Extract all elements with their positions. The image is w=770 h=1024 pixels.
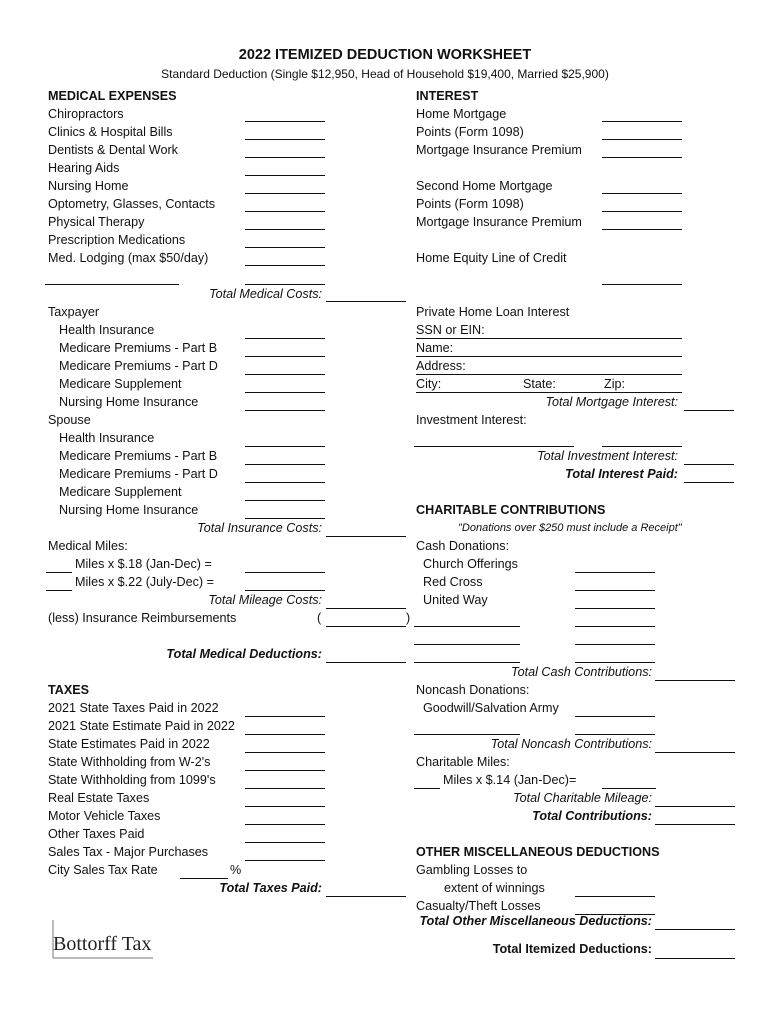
spouse-item-field[interactable] <box>245 446 325 447</box>
address-label: Address: <box>416 359 466 373</box>
cash-item-field[interactable] <box>575 590 655 591</box>
total-investment-interest-field[interactable] <box>684 464 734 465</box>
other-noncash-amount-field[interactable] <box>575 734 655 735</box>
total-taxes-field[interactable] <box>326 896 406 897</box>
taxes-item-field[interactable] <box>245 752 325 753</box>
spouse-item-label: Health Insurance <box>59 431 155 445</box>
taxpayer-item-field[interactable] <box>245 374 325 375</box>
misc-heading: OTHER MISCELLANEOUS DEDUCTIONS <box>416 845 660 859</box>
medical-miles-jul-label: Miles x $.22 (July-Dec) = <box>75 575 214 589</box>
interest-item-field[interactable] <box>602 139 682 140</box>
spouse-item-field[interactable] <box>245 518 325 519</box>
other-noncash-desc-field[interactable] <box>414 734 520 735</box>
total-cash-contributions-label: Total Cash Contributions: <box>511 665 652 679</box>
page-title: 2022 ITEMIZED DEDUCTION WORKSHEET <box>238 47 532 63</box>
medical-miles-jan-count-field[interactable] <box>46 572 72 573</box>
other-cash-desc-field[interactable] <box>414 644 520 645</box>
taxes-item-label: Sales Tax - Major Purchases <box>48 845 209 859</box>
cash-item-field[interactable] <box>575 572 655 573</box>
charitable-miles-count-field[interactable] <box>414 788 440 789</box>
medical-item-label: Optometry, Glasses, Contacts <box>48 197 216 211</box>
receipt-note: "Donations over $250 must include a Receipt" <box>458 522 682 534</box>
cash-item-field[interactable] <box>575 608 655 609</box>
taxes-item-field[interactable] <box>245 806 325 807</box>
medical-item-field[interactable] <box>245 175 325 176</box>
taxes-heading: TAXES <box>48 683 90 697</box>
private-loan-label: Private Home Loan Interest <box>416 305 570 319</box>
medical-item-field[interactable] <box>245 265 325 266</box>
medical-item-field[interactable] <box>245 121 325 122</box>
taxes-item-field[interactable] <box>245 770 325 771</box>
investment-interest-label: Investment Interest: <box>416 413 527 427</box>
casualty-label: Casualty/Theft Losses <box>416 899 541 913</box>
interest-item-field[interactable] <box>602 211 682 212</box>
interest-item-label: Second Home Mortgage <box>416 179 553 193</box>
insurance-reimbursements-field[interactable] <box>326 626 406 627</box>
total-medical-costs-field[interactable] <box>326 301 406 302</box>
zip-label: Zip: <box>604 377 625 391</box>
total-noncash-contributions-field[interactable] <box>655 752 735 753</box>
logo-text: Bottorff Tax <box>53 933 152 955</box>
taxpayer-item-label: Nursing Home Insurance <box>59 395 199 409</box>
total-investment-interest-label: Total Investment Interest: <box>537 449 678 463</box>
total-itemized-field[interactable] <box>655 958 735 959</box>
taxpayer-item-label: Medicare Premiums - Part D <box>59 359 218 373</box>
medical-item-field[interactable] <box>245 139 325 140</box>
total-mileage-costs-label: Total Mileage Costs: <box>208 593 322 607</box>
medical-item-field[interactable] <box>245 157 325 158</box>
address-field[interactable] <box>416 374 682 375</box>
taxes-item-field[interactable] <box>245 788 325 789</box>
cash-donations-label: Cash Donations: <box>416 539 510 553</box>
total-taxes-label: Total Taxes Paid: <box>219 881 322 895</box>
total-charitable-mileage-field[interactable] <box>655 806 735 807</box>
interest-item-label: Mortgage Insurance Premium <box>416 215 582 229</box>
interest-item-label: Points (Form 1098) <box>416 197 524 211</box>
medical-item-label: Chiropractors <box>48 107 124 121</box>
taxes-item-label: State Withholding from 1099's <box>48 773 216 787</box>
city-sales-tax-field[interactable] <box>180 878 228 879</box>
medical-item-field[interactable] <box>245 193 325 194</box>
name-label: Name: <box>416 341 454 355</box>
total-cash-contributions-field[interactable] <box>655 680 735 681</box>
taxes-item-label: State Estimates Paid in 2022 <box>48 737 210 751</box>
total-insurance-costs-field[interactable] <box>326 536 406 537</box>
investment-interest-amount-field[interactable] <box>602 446 682 447</box>
spouse-item-field[interactable] <box>245 500 325 501</box>
investment-interest-desc-field[interactable] <box>414 446 574 447</box>
charitable-heading: CHARITABLE CONTRIBUTIONS <box>416 503 606 517</box>
other-cash-desc-field[interactable] <box>414 662 520 663</box>
interest-item-label: Points (Form 1098) <box>416 125 524 139</box>
other-cash-amount-field[interactable] <box>575 662 655 663</box>
medical-miles-jan-label: Miles x $.18 (Jan-Dec) = <box>75 557 212 571</box>
total-itemized-label: Total Itemized Deductions: <box>492 942 652 956</box>
insurance-reimbursements-label: (less) Insurance Reimbursements <box>48 611 237 625</box>
name-field[interactable] <box>416 356 682 357</box>
taxes-item-field[interactable] <box>245 860 325 861</box>
interest-item-field[interactable] <box>602 157 682 158</box>
percent-sign: % <box>230 863 242 877</box>
total-interest-paid-field[interactable] <box>684 482 734 483</box>
interest-heading: INTEREST <box>416 89 479 103</box>
interest-item-field[interactable] <box>602 193 682 194</box>
taxes-item-label: Other Taxes Paid <box>48 827 145 841</box>
ssn-field[interactable] <box>416 338 682 339</box>
total-interest-paid-label: Total Interest Paid: <box>565 467 678 481</box>
total-mileage-costs-field[interactable] <box>326 608 406 609</box>
interest-item-label: Mortgage Insurance Premium <box>416 143 582 157</box>
taxes-item-field[interactable] <box>245 734 325 735</box>
medical-miles-jul-count-field[interactable] <box>46 590 72 591</box>
taxes-item-label: Real Estate Taxes <box>48 791 150 805</box>
ssn-label: SSN or EIN: <box>416 323 485 337</box>
spouse-item-label: Medicare Premiums - Part B <box>59 449 218 463</box>
charitable-miles-label: Charitable Miles: <box>416 755 510 769</box>
close-paren: ) <box>406 611 411 625</box>
city-label: City: <box>416 377 442 391</box>
taxes-item-label: State Withholding from W-2's <box>48 755 211 769</box>
other-cash-desc-field[interactable] <box>414 626 520 627</box>
noncash-item-field[interactable] <box>575 716 655 717</box>
other-cash-amount-field[interactable] <box>575 626 655 627</box>
state-label: State: <box>523 377 556 391</box>
bottorff-tax-logo <box>49 918 164 964</box>
total-noncash-contributions-label: Total Noncash Contributions: <box>490 737 652 751</box>
taxpayer-item-field[interactable] <box>245 356 325 357</box>
total-medical-deductions-field[interactable] <box>326 662 406 663</box>
home-equity-field[interactable] <box>602 284 682 285</box>
medical-item-label: Nursing Home <box>48 179 129 193</box>
open-paren: ( <box>317 611 322 625</box>
medical-item-field[interactable] <box>245 247 325 248</box>
taxes-item-field[interactable] <box>245 824 325 825</box>
spouse-item-field[interactable] <box>245 464 325 465</box>
spouse-item-field[interactable] <box>245 482 325 483</box>
taxes-item-label: 2021 State Estimate Paid in 2022 <box>48 719 235 733</box>
taxpayer-item-field[interactable] <box>245 392 325 393</box>
page-subtitle: Standard Deduction (Single $12,950, Head of Household $19,400, Married $25,900) <box>161 67 609 81</box>
total-other-misc-field[interactable] <box>655 929 735 930</box>
noncash-donations-label: Noncash Donations: <box>416 683 530 697</box>
interest-item-field[interactable] <box>602 229 682 230</box>
spouse-item-label: Medicare Supplement <box>59 485 182 499</box>
spouse-item-label: Nursing Home Insurance <box>59 503 199 517</box>
medical-item-label: Med. Lodging (max $50/day) <box>48 251 209 265</box>
total-charitable-mileage-label: Total Charitable Mileage: <box>513 791 652 805</box>
medical-miles-label: Medical Miles: <box>48 539 128 553</box>
total-contributions-label: Total Contributions: <box>532 809 652 823</box>
noncash-item-label: Goodwill/Salvation Army <box>423 701 559 715</box>
total-medical-deductions-label: Total Medical Deductions: <box>166 647 322 661</box>
extent-label: extent of winnings <box>444 881 545 895</box>
medical-item-field[interactable] <box>245 229 325 230</box>
taxes-item-label: 2021 State Taxes Paid in 2022 <box>48 701 219 715</box>
total-contributions-field[interactable] <box>655 824 735 825</box>
total-insurance-costs-label: Total Insurance Costs: <box>197 521 322 535</box>
taxpayer-item-label: Health Insurance <box>59 323 155 337</box>
medical-item-label: Physical Therapy <box>48 215 145 229</box>
taxpayer-item-field[interactable] <box>245 410 325 411</box>
taxes-item-field[interactable] <box>245 716 325 717</box>
medical-item-label: Prescription Medications <box>48 233 186 247</box>
medical-heading: MEDICAL EXPENSES <box>48 89 177 103</box>
total-mortgage-interest-field[interactable] <box>684 410 734 411</box>
cash-item-label: United Way <box>423 593 488 607</box>
cash-item-label: Red Cross <box>423 575 483 589</box>
taxpayer-item-field[interactable] <box>245 338 325 339</box>
interest-item-label: Home Mortgage <box>416 107 507 121</box>
city-sales-tax-label: City Sales Tax Rate <box>48 863 158 877</box>
gambling-field[interactable] <box>575 896 655 897</box>
home-equity-label: Home Equity Line of Credit <box>416 251 567 265</box>
charitable-miles-field[interactable] <box>602 788 656 789</box>
total-other-misc-label: Total Other Miscellaneous Deductions: <box>419 914 652 928</box>
taxes-item-label: Motor Vehicle Taxes <box>48 809 161 823</box>
other-medical-amount-field[interactable] <box>245 284 325 285</box>
medical-miles-jul-field[interactable] <box>245 590 325 591</box>
taxpayer-item-label: Medicare Supplement <box>59 377 182 391</box>
spouse-item-label: Medicare Premiums - Part D <box>59 467 218 481</box>
medical-item-label: Hearing Aids <box>48 161 120 175</box>
charitable-miles-rate-label: Miles x $.14 (Jan-Dec)= <box>443 773 577 787</box>
spouse-label: Spouse <box>48 413 91 427</box>
city-state-zip-field[interactable] <box>416 392 682 393</box>
other-cash-amount-field[interactable] <box>575 644 655 645</box>
total-mortgage-interest-label: Total Mortgage Interest: <box>545 395 678 409</box>
medical-item-label: Dentists & Dental Work <box>48 143 178 157</box>
medical-item-field[interactable] <box>245 211 325 212</box>
taxes-item-field[interactable] <box>245 842 325 843</box>
gambling-label: Gambling Losses to <box>416 863 528 877</box>
cash-item-label: Church Offerings <box>423 557 518 571</box>
total-medical-costs-label: Total Medical Costs: <box>209 287 322 301</box>
medical-item-label: Clinics & Hospital Bills <box>48 125 173 139</box>
taxpayer-item-label: Medicare Premiums - Part B <box>59 341 218 355</box>
taxpayer-label: Taxpayer <box>48 305 100 319</box>
medical-miles-jan-field[interactable] <box>245 572 325 573</box>
interest-item-field[interactable] <box>602 121 682 122</box>
other-medical-field[interactable] <box>45 284 179 285</box>
